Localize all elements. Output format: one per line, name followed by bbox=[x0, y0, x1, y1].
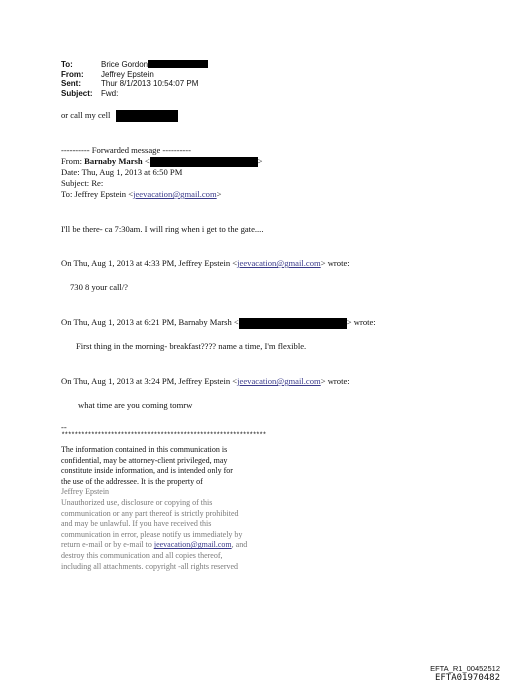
to-row bbox=[61, 60, 208, 70]
quote-header-3-suffix: > wrote: bbox=[320, 376, 350, 386]
from-value: Jeffrey Epstein bbox=[101, 69, 154, 79]
disclaimer-text: return e-mail or by e-mail to bbox=[61, 540, 154, 550]
from-label: From: bbox=[61, 69, 84, 79]
to-value: Brice Gordon bbox=[101, 60, 149, 69]
redaction-box bbox=[150, 157, 258, 167]
disclaimer-line: including all attachments. copyright -all rights reserved bbox=[61, 561, 239, 571]
forwarded-to-suffix: > bbox=[216, 189, 222, 199]
sent-value: Thur 8/1/2013 10:54:07 PM bbox=[101, 79, 199, 88]
redaction-box bbox=[148, 60, 208, 68]
disclaimer-line: The information contained in this communication is bbox=[61, 445, 228, 454]
disclaimer-line: communication in error, please notify us immediately by bbox=[61, 529, 243, 539]
quote-header-1-prefix: On Thu, Aug 1, 2013 at 4:33 PM, Jeffrey Epstein < bbox=[61, 258, 238, 268]
disclaimer-line: and may be unlawful. If you have received this bbox=[61, 519, 212, 529]
footer-id-primary: EFTA_R1_00452512 bbox=[430, 664, 500, 673]
disclaimer-text: , and bbox=[231, 540, 248, 550]
disclaimer-line: constitute inside information, and is intended only for bbox=[61, 466, 233, 476]
sent-row bbox=[61, 79, 208, 89]
disclaimer-line: Jeffrey Epstein bbox=[61, 487, 110, 497]
email-header bbox=[61, 60, 208, 98]
forwarded-from-prefix: From: bbox=[61, 156, 85, 166]
quote-header-1-email-link[interactable]: jeevacation@gmail.com bbox=[237, 258, 321, 268]
disclaimer-line: communication or any part thereof is strictly prohibited bbox=[61, 508, 239, 518]
disclaimer-email-link[interactable]: jeevacation@gmail.com bbox=[153, 540, 232, 550]
disclaimer-line: Unauthorized use, disclosure or copying of this bbox=[61, 497, 213, 507]
footer-id-secondary: EFTA01970482 bbox=[434, 673, 500, 683]
quote-header-3-prefix: On Thu, Aug 1, 2013 at 3:24 PM, Jeffrey Epstein < bbox=[61, 376, 238, 386]
quote-header-1-suffix: > wrote: bbox=[320, 258, 350, 268]
disclaimer-line: confidential, may be attorney-client privileged, may bbox=[61, 455, 228, 465]
forwarded-from-open: < bbox=[142, 156, 150, 166]
sent-label: Sent: bbox=[61, 79, 81, 88]
redaction-box bbox=[239, 318, 347, 329]
subject-label: Subject: bbox=[61, 88, 93, 98]
quote-header-1 bbox=[61, 258, 350, 269]
to-label: To: bbox=[61, 60, 73, 69]
disclaimer-line: the use of the addressee. It is the property of bbox=[61, 476, 203, 486]
subject-row bbox=[61, 89, 208, 99]
disclaimer bbox=[61, 445, 301, 572]
quote-header-3-email-link[interactable]: jeevacation@gmail.com bbox=[237, 376, 321, 386]
subject-value: Fwd: bbox=[101, 88, 119, 98]
forwarded-subject: Subject: Re: bbox=[61, 178, 104, 188]
forwarded-date: Date: Thu, Aug 1, 2013 at 6:50 PM bbox=[61, 167, 183, 177]
message-3: First thing in the morning- breakfast???? name a time, I'm flexible. bbox=[76, 341, 307, 351]
quote-header-2 bbox=[61, 317, 376, 329]
forwarded-to-prefix: To: Jeffrey Epstein < bbox=[61, 189, 134, 199]
forwarded-from bbox=[61, 156, 263, 167]
forwarded-to-email-link[interactable]: jeevacation@gmail.com bbox=[133, 189, 217, 199]
forwarded-to bbox=[61, 189, 222, 200]
signature-dash: -- bbox=[61, 422, 67, 432]
from-row bbox=[61, 70, 208, 80]
message-1: I'll be there- ca 7:30am. I will ring when i get to the gate.... bbox=[61, 224, 264, 234]
forwarded-divider: ---------- Forwarded message ---------- bbox=[61, 145, 192, 155]
body-line bbox=[61, 110, 178, 122]
disclaimer-line bbox=[61, 540, 301, 551]
forwarded-from-name: Barnaby Marsh bbox=[84, 156, 143, 166]
quote-header-3 bbox=[61, 376, 350, 387]
body-text: or call my cell bbox=[61, 110, 111, 120]
forwarded-from-close: > bbox=[257, 156, 263, 166]
redaction-box bbox=[116, 110, 178, 122]
message-4: what time are you coming tomrw bbox=[78, 400, 193, 410]
quote-header-2-prefix: On Thu, Aug 1, 2013 at 6:21 PM, Barnaby Marsh < bbox=[61, 317, 239, 327]
quote-header-2-suffix: > wrote: bbox=[346, 317, 376, 327]
signature-stars: ************************************************************** bbox=[61, 432, 266, 440]
disclaimer-line: destroy this communication and all copies thereof, bbox=[61, 550, 223, 560]
message-2: 730 8 your call/? bbox=[70, 282, 128, 292]
